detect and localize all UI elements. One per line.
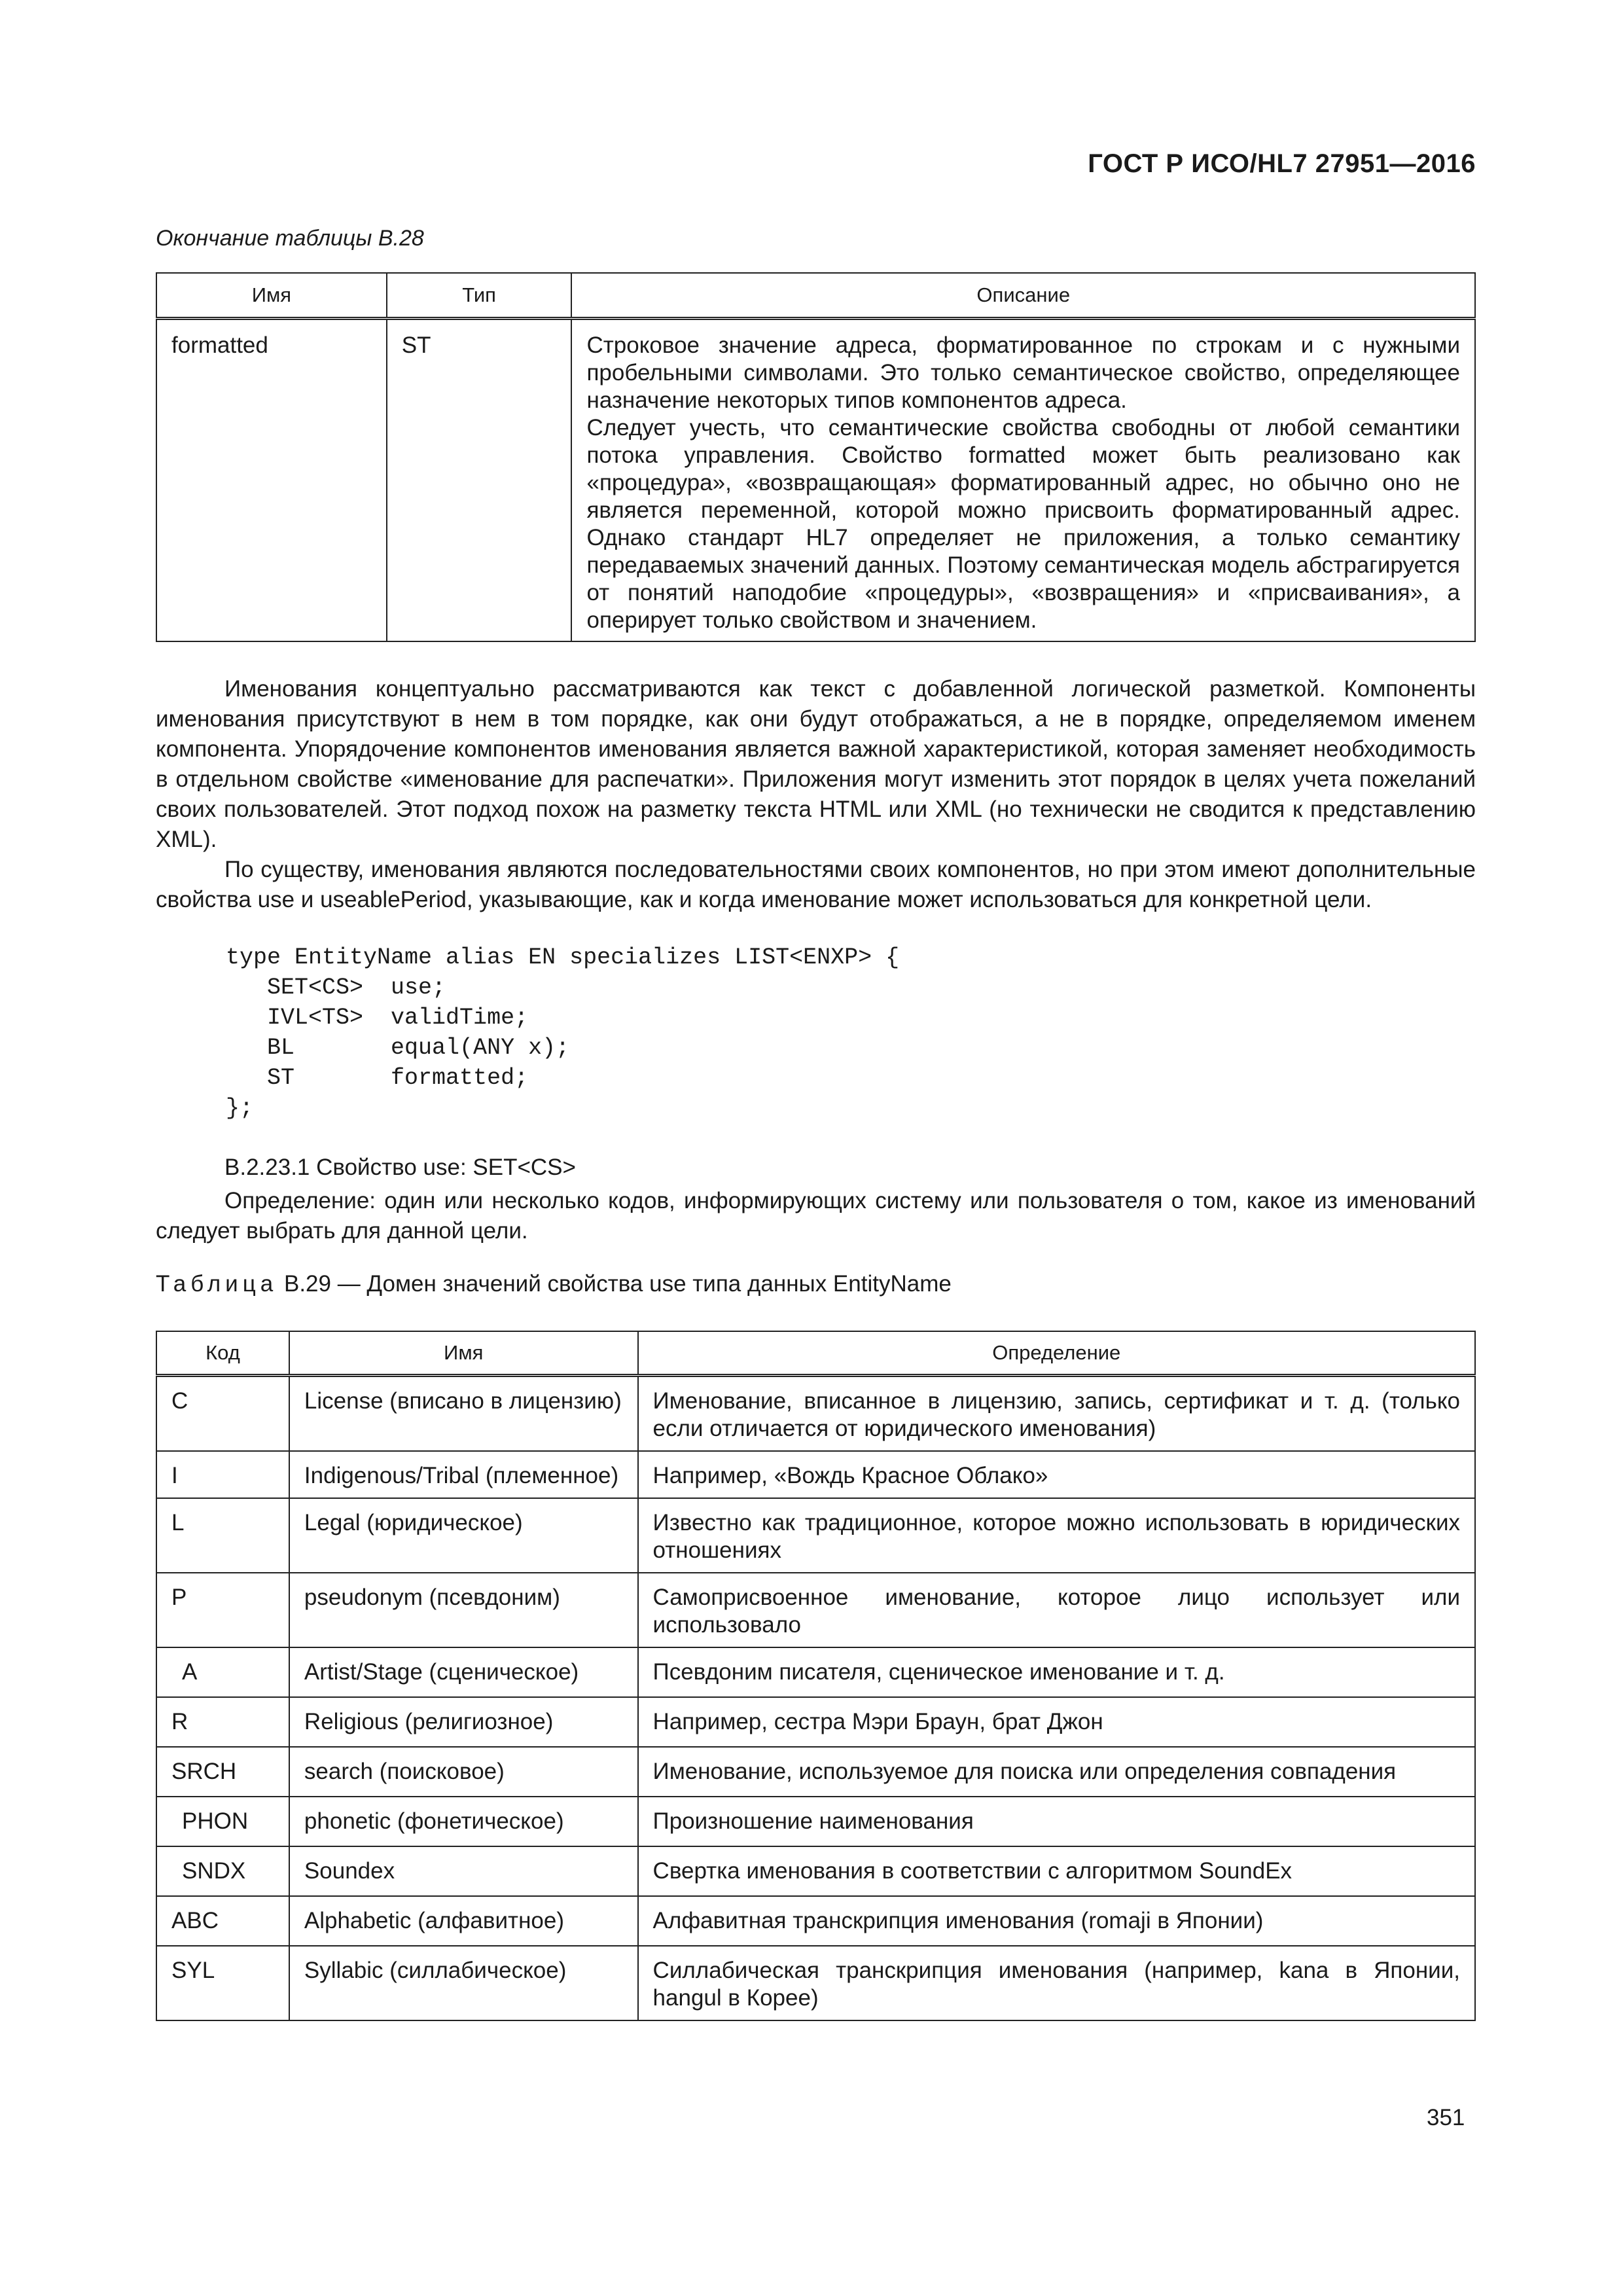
section-heading: В.2.23.1 Свойство use: SET<CS>: [224, 1155, 576, 1180]
cell-definition: Например, сестра Мэри Браун, брат Джон: [638, 1697, 1475, 1747]
table-row: [156, 1697, 1475, 1747]
cell-type: ST: [387, 319, 572, 642]
code-line: type EntityName alias EN specializes LIST<ENXP> {: [226, 944, 900, 971]
cell-code: R: [156, 1697, 289, 1747]
table-caption-label: Таблица: [156, 1271, 278, 1297]
table-caption: [156, 1271, 952, 1297]
paragraph: Именования концептуально рассматриваются как текст с добавленной логической разметкой. Компоненты именования присутствуют в нем в том порядке, как они будут отображаться, а не в порядке, определяемом именем компонента. Упорядочение компонентов именования является важной характеристикой, которая заменяет необходимость в отдельном свойстве «именование для распечатки». Приложения могут изменить этот порядок в целях учета пожеланий своих пользователей. Этот подход похож на разметку текста HTML или XML (но технически не сводится к представлению XML).: [156, 676, 1476, 852]
cell-definition: Произношение наименования: [638, 1797, 1475, 1846]
table-caption-text: В.29 — Домен значений свойства use типа данных EntityName: [283, 1271, 952, 1297]
cell-definition: Именование, вписанное в лицензию, запись, сертификат и т. д. (только если отличается от юридического именования): [638, 1376, 1475, 1452]
column-header: Код: [156, 1331, 289, 1376]
cell-name: formatted: [156, 319, 387, 642]
table-continuation-caption: Окончание таблицы В.28: [156, 226, 424, 251]
column-header: Описание: [571, 273, 1475, 319]
table-row: [156, 1797, 1475, 1846]
cell-code: SRCH: [156, 1747, 289, 1797]
body-text: [156, 674, 1476, 915]
table-row: [156, 1451, 1475, 1498]
cell-description: [571, 319, 1475, 642]
code-line: SET<CS> use;: [226, 975, 446, 1001]
cell-definition: Например, «Вождь Красное Облако»: [638, 1451, 1475, 1498]
cell-name: License (вписано в лицензию): [289, 1376, 638, 1452]
cell-name: Soundex: [289, 1846, 638, 1896]
cell-name: search (поисковое): [289, 1747, 638, 1797]
cell-code: SNDX: [156, 1846, 289, 1896]
code-line: IVL<TS> validTime;: [226, 1005, 529, 1031]
cell-code: PHON: [156, 1797, 289, 1846]
table-row: [156, 1376, 1475, 1452]
cell-definition: Известно как традиционное, которое можно использовать в юридических отношениях: [638, 1498, 1475, 1573]
column-header: Тип: [387, 273, 572, 319]
column-header: Имя: [289, 1331, 638, 1376]
description-part-1: Строковое значение адреса, форматированное по строкам и с нужными пробельными символами. Это только семантическое свойство, определяющее назначение некоторых типов компонентов адреса.: [586, 332, 1460, 413]
table-header-row: [156, 273, 1475, 319]
cell-name: Religious (религиозное): [289, 1697, 638, 1747]
cell-code: I: [156, 1451, 289, 1498]
cell-definition: Алфавитная транскрипция именования (romaji в Японии): [638, 1896, 1475, 1946]
description-part-2: Следует учесть, что семантические свойства свободны от любой семантики потока управления. Свойство formatted может быть реализовано как «процедура», «возвращающая» форматированный адрес, но обычно оно не является переменной, которой можно присвоить форматированный адрес. Однако стандарт HL7 определяет не приложения, а только семантику передаваемых значений данных. Поэтому семантическая модель абстрагируется от понятий наподобие «процедуры», «возвращения» и «присваивания», а оперирует только свойством и значением.: [586, 415, 1460, 633]
cell-name: pseudonym (псевдоним): [289, 1573, 638, 1647]
table-row: [156, 1747, 1475, 1797]
table-row: [156, 1896, 1475, 1946]
cell-name: Artist/Stage (сценическое): [289, 1647, 638, 1697]
section-definition: Определение: один или несколько кодов, информирующих систему или пользователя о том, какое из именований следует выбрать для данной цели.: [156, 1188, 1476, 1244]
page-number: 351: [1427, 2105, 1465, 2130]
code-block: [226, 942, 899, 1123]
cell-definition: Псевдоним писателя, сценическое именование и т. д.: [638, 1647, 1475, 1697]
column-header: Определение: [638, 1331, 1475, 1376]
cell-name: Syllabic (силлабическое): [289, 1946, 638, 2020]
cell-name: Legal (юридическое): [289, 1498, 638, 1573]
cell-code: L: [156, 1498, 289, 1573]
cell-name: Indigenous/Tribal (племенное): [289, 1451, 638, 1498]
table-b28: [156, 272, 1476, 642]
code-line: ST formatted;: [226, 1065, 529, 1091]
code-line: };: [226, 1095, 254, 1121]
table-row: [156, 1846, 1475, 1896]
table-row: [156, 1498, 1475, 1573]
cell-name: Alphabetic (алфавитное): [289, 1896, 638, 1946]
cell-definition: Свертка именования в соответствии с алгоритмом SoundEx: [638, 1846, 1475, 1896]
table-header-row: [156, 1331, 1475, 1376]
table-b29: [156, 1331, 1476, 2021]
document-header: ГОСТ Р ИСО/HL7 27951—2016: [1088, 149, 1476, 178]
cell-code: P: [156, 1573, 289, 1647]
paragraph: По существу, именования являются последовательностями своих компонентов, но при этом имеют дополнительные свойства use и useablePeriod, указывающие, как и когда именование может использоваться для конкретной цели.: [156, 857, 1476, 912]
table-row: [156, 1946, 1475, 2020]
cell-code: C: [156, 1376, 289, 1452]
cell-code: SYL: [156, 1946, 289, 2020]
cell-definition: Силлабическая транскрипция именования (например, kana в Японии, hangul в Корее): [638, 1946, 1475, 2020]
table-row: [156, 1647, 1475, 1697]
cell-code: ABC: [156, 1896, 289, 1946]
table-row: [156, 1573, 1475, 1647]
table-row: [156, 319, 1475, 642]
column-header: Имя: [156, 273, 387, 319]
cell-definition: Именование, используемое для поиска или определения совпадения: [638, 1747, 1475, 1797]
cell-definition: Самоприсвоенное именование, которое лицо использует или использовало: [638, 1573, 1475, 1647]
cell-name: phonetic (фонетическое): [289, 1797, 638, 1846]
cell-code: A: [156, 1647, 289, 1697]
code-line: BL equal(ANY x);: [226, 1035, 570, 1061]
